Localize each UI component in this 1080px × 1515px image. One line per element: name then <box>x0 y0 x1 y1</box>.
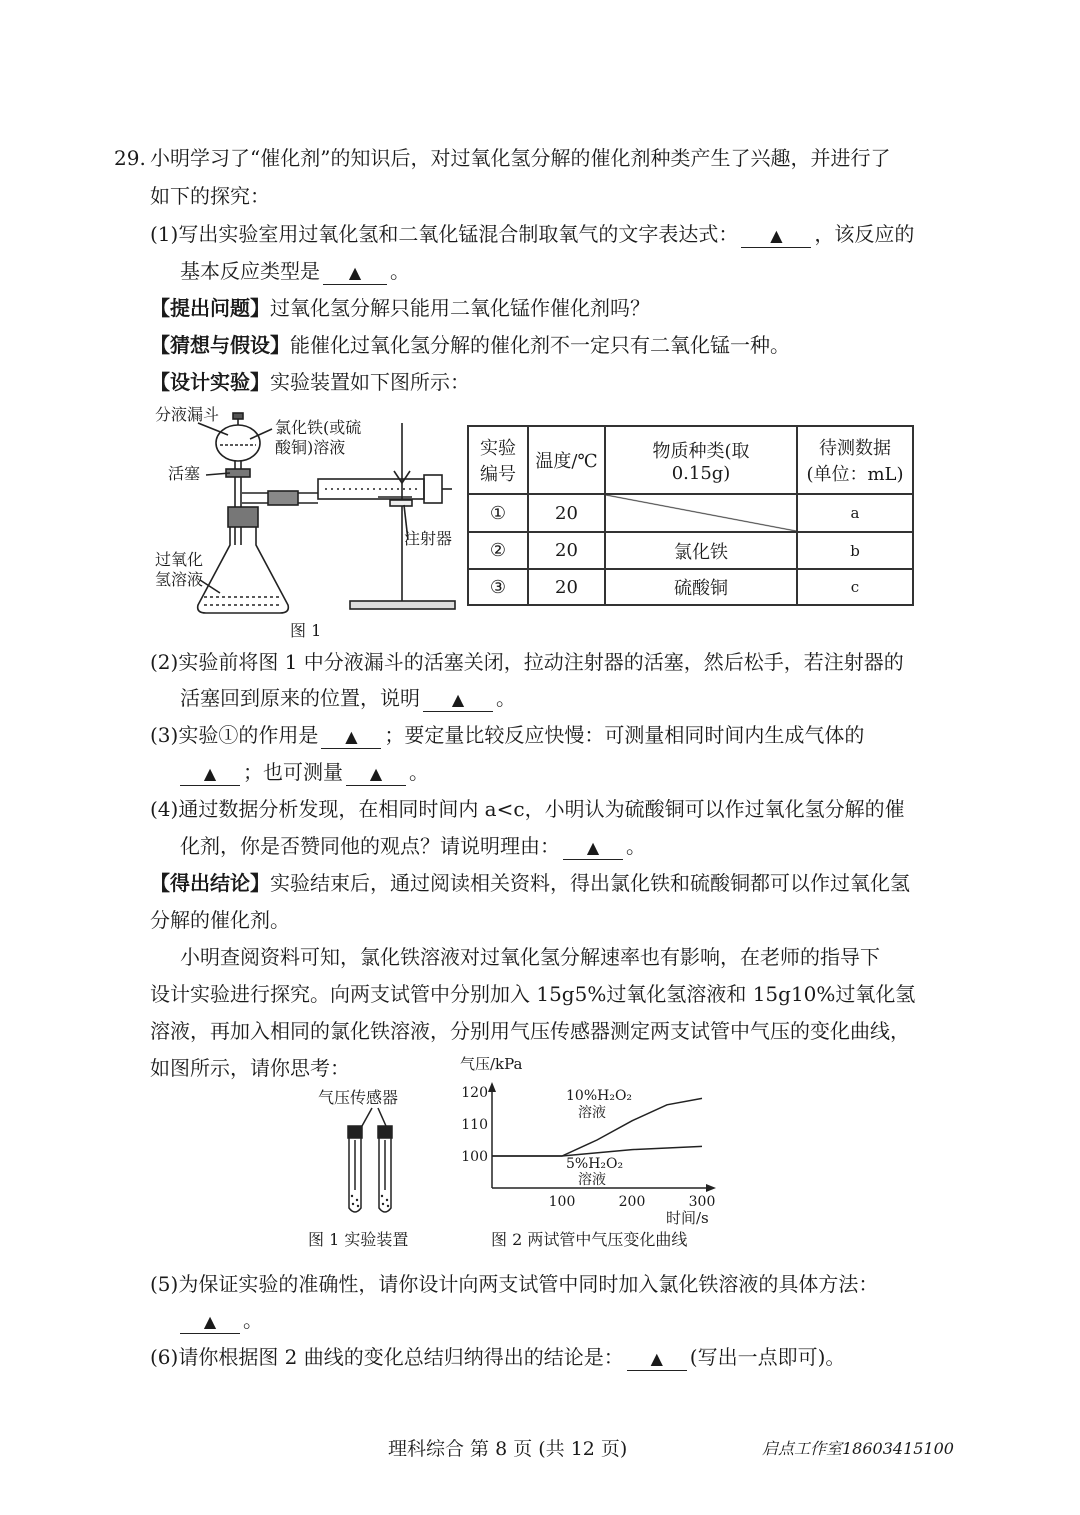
experiment-table <box>467 425 914 606</box>
question-4-cont: 化剂，你是否赞同他的观点？请说明理由： ▲ 。 <box>180 834 646 858</box>
cell-temp: 20 <box>528 532 605 569</box>
answer-blank[interactable]: ▲ <box>180 763 240 786</box>
cell-substance-empty <box>605 494 797 532</box>
paragraph-line: 小明查阅资料可知，氯化铁溶液对过氧化氢分解速率也有影响，在老师的指导下 <box>180 945 880 969</box>
conclusion-line: 【得出结论】实验结束后，通过阅读相关资料，得出氯化铁和硫酸铜都可以作过氧化氢 <box>150 871 910 895</box>
page-footer: 理科综合 第 8 页 (共 12 页) <box>388 1438 628 1460</box>
cell-data: c <box>797 569 913 605</box>
figure-caption: 图 1 <box>290 621 322 640</box>
section-tag: 【猜想与假设】 <box>150 333 290 357</box>
q1-text: 基本反应类型是 <box>180 259 320 283</box>
answer-blank[interactable]: ▲ <box>346 763 406 786</box>
question-number: 29. <box>114 146 146 170</box>
ask-line <box>150 294 650 322</box>
question-3: (3)实验①的作用是 ▲ ；要定量比较反应快慢：可测量相同时间内生成气体的 <box>150 723 865 747</box>
stopcock-label: 活塞 <box>168 464 201 483</box>
guess-line <box>150 331 790 359</box>
figure-caption: 图 1 实验装置 <box>308 1230 409 1249</box>
peroxide-label: 氢溶液 <box>155 570 204 589</box>
x-tick-label: 300 <box>688 1194 716 1210</box>
paragraph-line: 设计实验进行探究。向两支试管中分别加入 15g5%过氧化氢溶液和 15g10%过氧化氢 <box>150 982 916 1006</box>
section-tag: 【设计实验】 <box>150 370 270 394</box>
guess-text: 能催化过氧化氢分解的催化剂不一定只有二氧化锰一种。 <box>290 333 790 357</box>
cell-data: b <box>797 532 913 569</box>
test-tube-figure <box>330 1100 420 1220</box>
x-axis-label: 时间/s <box>666 1209 709 1227</box>
solution-label: 酸铜)溶液 <box>275 438 346 457</box>
header-cell: 物质种类(取 0.15g) <box>605 426 797 494</box>
series-label: 溶液 <box>578 1105 606 1121</box>
q1-text: 。 <box>390 259 410 283</box>
answer-blank[interactable]: ▲ <box>741 225 811 248</box>
studio-footer: 启点工作室18603415100 <box>762 1439 954 1458</box>
question-2-cont: 活塞回到原来的位置，说明 ▲ 。 <box>180 686 516 710</box>
cell-substance: 硫酸铜 <box>605 569 797 605</box>
header-cell: 实验 编号 <box>468 426 528 494</box>
paragraph-line: 溶液，再加入相同的氯化铁溶液，分别用气压传感器测定两支试管中气压的变化曲线， <box>150 1019 910 1043</box>
figure-caption: 图 2 两试管中气压变化曲线 <box>491 1230 688 1249</box>
question-3-cont: ▲ ；也可测量 ▲ 。 <box>180 758 429 786</box>
answer-blank[interactable]: ▲ <box>180 1311 240 1334</box>
q1-text: ，该反应的 <box>814 222 915 246</box>
conclusion-line: 分解的催化剂。 <box>150 908 290 932</box>
y-axis-label: 气压/kPa <box>460 1055 523 1073</box>
q1-text: (1)写出实验室用过氧化氢和二氧化锰混合制取氧气的文字表达式： <box>150 222 739 246</box>
cell-data: a <box>797 494 913 532</box>
x-tick-label: 200 <box>618 1194 646 1210</box>
intro-line: 小明学习了“催化剂”的知识后，对过氧化氢分解的催化剂种类产生了兴趣，并进行了 <box>150 146 891 170</box>
cell-id: ① <box>468 494 528 532</box>
design-text: 实验装置如下图所示： <box>270 370 470 394</box>
cell-substance: 氯化铁 <box>605 532 797 569</box>
header-cell: 温度/℃ <box>528 426 605 494</box>
y-tick-label: 120 <box>461 1085 488 1101</box>
question-1 <box>150 220 914 248</box>
cell-temp: 20 <box>528 569 605 605</box>
answer-blank[interactable]: ▲ <box>627 1348 687 1371</box>
sensor-label: 气压传感器 <box>318 1088 399 1107</box>
cell-temp: 20 <box>528 494 605 532</box>
y-tick-label: 110 <box>461 1117 488 1133</box>
question-5-cont: ▲ 。 <box>180 1306 263 1334</box>
header-cell: 待测数据 (单位：mL) <box>797 426 913 494</box>
question-6: (6)请你根据图 2 曲线的变化总结归纳得出的结论是： ▲ (写出一点即可)。 <box>150 1345 846 1369</box>
series-label: 10%H₂O₂ <box>566 1088 633 1104</box>
funnel-label: 分液漏斗 <box>155 405 220 424</box>
y-axis-arrow <box>488 1082 496 1092</box>
question-2: (2)实验前将图 1 中分液漏斗的活塞关闭，拉动注射器的活塞，然后松手，若注射器的 <box>150 650 904 674</box>
answer-blank[interactable]: ▲ <box>423 689 493 712</box>
ask-text: 过氧化氢分解只能用二氧化锰作催化剂吗？ <box>270 296 650 320</box>
answer-blank[interactable]: ▲ <box>563 837 623 860</box>
peroxide-label: 过氧化 <box>155 550 204 569</box>
series-label: 5%H₂O₂ <box>566 1156 624 1172</box>
x-tick-label: 100 <box>548 1194 576 1210</box>
design-line <box>150 368 470 396</box>
table-header-row <box>468 426 913 494</box>
answer-blank[interactable]: ▲ <box>321 726 381 749</box>
question-4: (4)通过数据分析发现，在相同时间内 a<c，小明认为硫酸铜可以作过氧化氢分解的催 <box>150 797 905 821</box>
cell-id: ② <box>468 532 528 569</box>
series-label: 溶液 <box>578 1172 606 1188</box>
intro-line: 如下的探究： <box>150 184 270 208</box>
pressure-chart <box>440 1050 740 1230</box>
paragraph-line: 如图所示，请你思考： <box>150 1056 350 1080</box>
section-tag: 【得出结论】 <box>150 871 270 895</box>
y-tick-label: 100 <box>461 1149 488 1165</box>
table-row <box>468 532 913 569</box>
question-5: (5)为保证实验的准确性，请你设计向两支试管中同时加入氯化铁溶液的具体方法： <box>150 1272 879 1296</box>
syringe-label: 注射器 <box>404 529 453 548</box>
x-axis-arrow <box>706 1184 716 1192</box>
cell-id: ③ <box>468 569 528 605</box>
answer-blank[interactable]: ▲ <box>323 262 387 285</box>
question-1-cont <box>180 257 410 285</box>
section-tag: 【提出问题】 <box>150 296 270 320</box>
solution-label: 氯化铁(或硫 <box>275 418 362 437</box>
table-row <box>468 494 913 532</box>
table-row <box>468 569 913 605</box>
